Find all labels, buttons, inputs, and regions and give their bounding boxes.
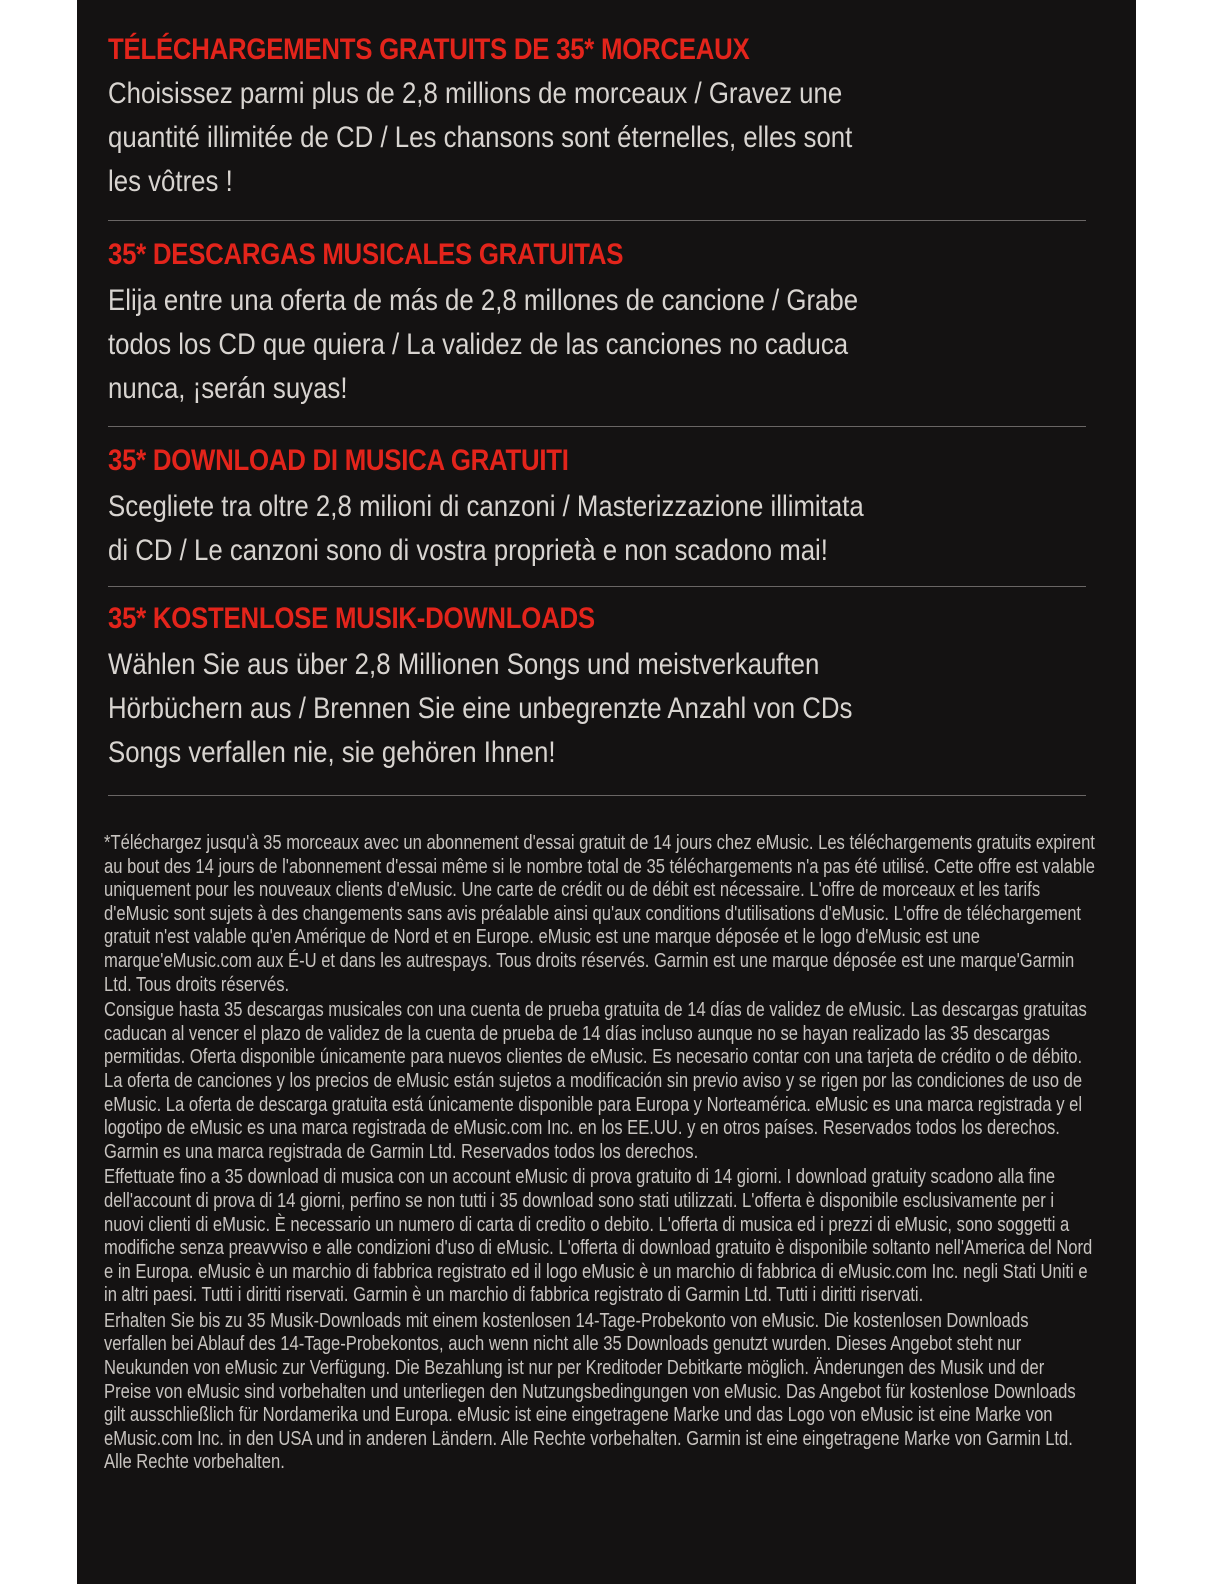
offer-french (108, 30, 1086, 221)
legal-paragraph-french: *Téléchargez jusqu'à 35 morceaux avec un abonnement d'essai gratuit de 14 jours chez eMusic. Les téléchargements gratuits expirent au bout des 14 jours de l'abonnement d'essai même si le nombre total de 35 téléchargements n'a pas été utilisé. Cette offre est valable uniquement pour les nouveaux clients d'eMusic. Une carte de crédit ou de débit est nécessaire. L'offre de morceaux et les tarifs d'eMusic sont sujets à des changements sans avis préalable ainsi qu'aux conditions d'utilisations d'eMusic. L'offre de téléchargement gratuit n'est valable qu'en Amérique de Nord et en Europe. eMusic est une marque déposée et le logo d'eMusic est une marque'eMusic.com aux É-U et dans les autrespays. Tous droits réservés. Garmin est une marque déposée est une marque'Garmin Ltd. Tous droits réservés. (104, 832, 1096, 996)
offer-body-line: Wählen Sie aus über 2,8 Millionen Songs und meistverkauften (108, 648, 820, 681)
offer-title: 35* DOWNLOAD DI MUSICA GRATUITI (108, 444, 569, 477)
offer-body (108, 279, 1097, 411)
offer-body-line: Songs verfallen nie, sie gehören Ihnen! (108, 736, 556, 769)
offer-body-line: nunca, ¡serán suyas! (108, 372, 348, 405)
legal-disclaimer (104, 796, 1096, 1475)
offer-title: 35* DESCARGAS MUSICALES GRATUITAS (108, 238, 624, 271)
offer-body-line: Choisissez parmi plus de 2,8 millions de morceaux / Gravez une (108, 77, 843, 110)
offer-body-line: Elija entre una oferta de más de 2,8 millones de cancione / Grabe (108, 284, 859, 317)
offer-body-line: Scegliete tra oltre 2,8 milioni di canzoni / Masterizzazione illimitata (108, 490, 864, 523)
offer-title: TÉLÉCHARGEMENTS GRATUITS DE 35* MORCEAUX (108, 33, 750, 66)
offer-german (108, 587, 1086, 796)
offer-body-line: di CD / Le canzoni sono di vostra proprietà e non scadono mai! (108, 534, 828, 567)
offer-body (108, 485, 1097, 573)
offer-body (108, 72, 1097, 204)
offer-body-line: quantité illimitée de CD / Les chansons sont éternelles, elles sont (108, 121, 853, 154)
offer-italian (108, 427, 1086, 587)
offer-body (108, 643, 1097, 775)
offer-body-line: todos los CD que quiera / La validez de las canciones no caduca (108, 328, 849, 361)
page-panel (77, 0, 1136, 1584)
offer-body-line: Hörbüchern aus / Brennen Sie eine unbegrenzte Anzahl von CDs (108, 692, 853, 725)
legal-paragraph-german: Erhalten Sie bis zu 35 Musik-Downloads mit einem kostenlosen 14-Tage-Probekonto von eMusic. Die kostenlosen Downloads verfallen bei Ablauf des 14-Tage-Probekontos, auch wenn nicht alle 35 Downloads genutzt wurden. Dieses Angebot steht nur Neukunden von eMusic zur Verfügung. Die Bezahlung ist nur per Kreditoder Debitkarte möglich. Änderungen des Musik und der Preise von eMusic sind vorbehalten und unterliegen den Nutzungsbedingungen von eMusic. Das Angebot für kostenlose Downloads gilt ausschließlich für Nordamerika und Europa. eMusic ist eine eingetragene Marke und das Logo von eMusic ist eine Marke von eMusic.com Inc. in den USA und in anderen Ländern. Alle Rechte vorbehalten. Garmin ist eine eingetragene Marke von Garmin Ltd. Alle Rechte vorbehalten. (104, 1309, 1076, 1474)
offer-title: 35* KOSTENLOSE MUSIK-DOWNLOADS (108, 602, 595, 635)
legal-paragraph-spanish: Consigue hasta 35 descargas musicales con una cuenta de prueba gratuita de 14 días de validez de eMusic. Las descargas gratuitas caducan al vencer el plazo de validez de la cuenta de prueba de 14 días incluso aunque no se hayan realizado las 35 descargas permitidas. Oferta disponible únicamente para nuevos clientes de eMusic. Es necesario contar con una tarjeta de crédito o de débito. La oferta de canciones y los precios de eMusic están sujetos a modificación sin previo aviso y se rigen por las condiciones de uso de eMusic. La oferta de descarga gratuita está únicamente disponible para Europa y Norteamérica. eMusic es una marca registrada y el logotipo de eMusic es una marca registrada de eMusic.com Inc. en los EE.UU. y en otros países. Reservados todos los derechos. Garmin es una marca registrada de Garmin Ltd. Reservados todos los derechos. (104, 999, 1087, 1163)
offer-spanish (108, 221, 1086, 427)
legal-paragraph-italian: Effettuate fino a 35 download di musica con un account eMusic di prova gratuito di 14 giorni. I download gratuity scadono alla fine dell'account di prova di 14 giorni, perfino se non tutti i 35 download sono stati utilizzati. L'offerta è disponibile esclusivamente per i nuovi clienti di eMusic. È necessario un numero di carta di credito o debito. L'offerta di musica ed i prezzi di eMusic, sono soggetti a modifiche senza preavvviso e alle condizioni d'uso di eMusic. L'offerta di download gratuito è disponibile soltanto nell'America del Nord e in Europa. eMusic è un marchio di fabbrica registrato ed il logo eMusic è un marchio di fabbrica di eMusic.com Inc. negli Stati Uniti e in altri paesi. Tutti i diritti riservati. Garmin è un marchio di fabbrica registrato di Garmin Ltd. Tutti i diritti riservati. (104, 1166, 1093, 1307)
offer-body-line: les vôtres ! (108, 165, 233, 198)
